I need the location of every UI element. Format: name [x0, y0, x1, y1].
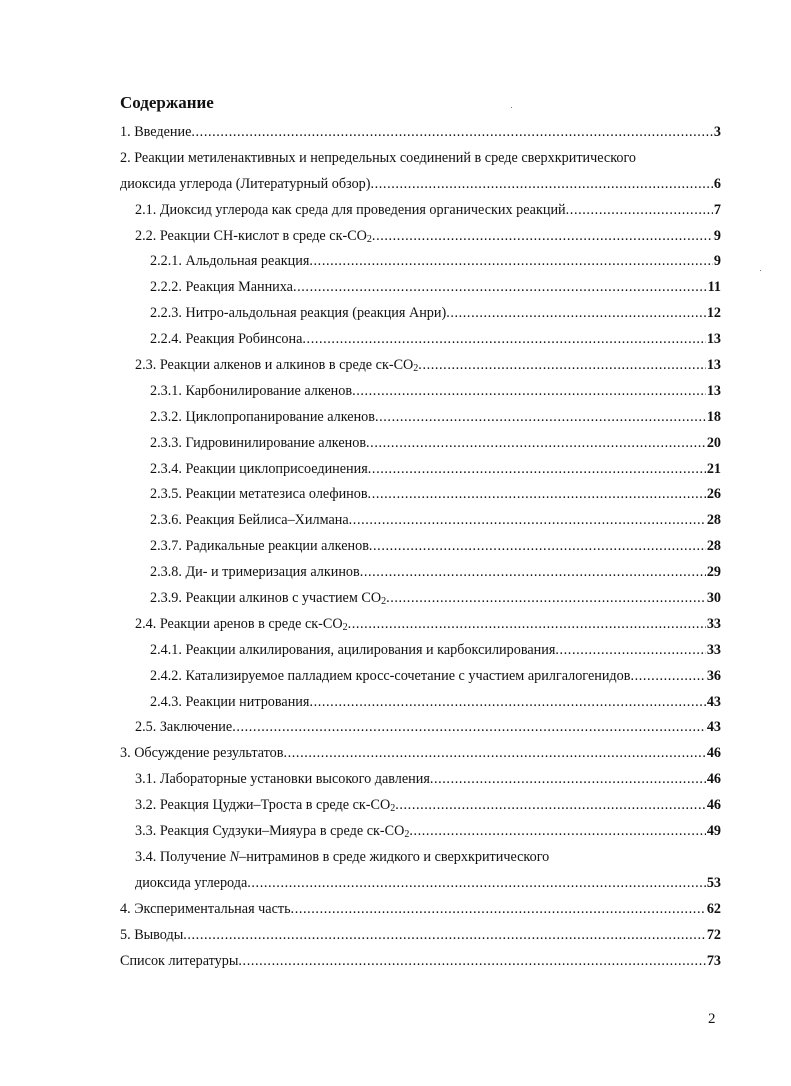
dot-leader: [191, 123, 713, 141]
toc-entry-line: [135, 822, 721, 840]
toc-entry-line: [150, 460, 721, 478]
page-number: 2: [708, 1011, 716, 1027]
dot-leader: [368, 460, 706, 478]
dot-leader: [369, 537, 706, 555]
dot-leader: [446, 304, 706, 322]
toc-entry-label: 2.4. Реакции аренов в среде $ск-СO_2$: [135, 615, 348, 633]
toc-entry-page: 11: [707, 279, 721, 296]
toc-entry: [0, 794, 791, 820]
toc-entry-label: 2.2. Реакции СН-кислот в среде $ск-СO_2$: [135, 227, 372, 245]
dot-leader: [291, 900, 706, 918]
toc-entry-page: 72: [706, 926, 721, 943]
toc-entry-line: [135, 201, 721, 219]
toc-entry-line: [150, 330, 721, 348]
toc-entry-line: [150, 278, 721, 296]
toc-entry-label: 2.4.2. Катализируемое палладием кросс-сочетание с участием арилгалогенидов: [150, 667, 631, 684]
toc-entry: [0, 458, 791, 484]
toc-entry-label: 2.5. Заключение: [135, 719, 233, 736]
toc-entry-label: 2.2.3. Нитро-альдольная реакция (реакция Анри): [150, 305, 447, 322]
toc-entry-page: 20: [706, 434, 721, 451]
toc-entry-line: [135, 718, 721, 736]
toc-entry: [0, 535, 791, 561]
toc-entry: [0, 328, 791, 354]
toc-entry: [0, 613, 791, 639]
toc-entry-page: 73: [706, 952, 721, 969]
toc-entry-line: [120, 926, 721, 944]
dot-leader: [566, 201, 713, 219]
toc-entry: [0, 380, 791, 406]
toc-entry-label: 2.3.5. Реакции метатезиса олефинов: [150, 486, 368, 503]
dot-leader: [247, 874, 706, 892]
toc-entry: [0, 147, 791, 173]
toc-entry-label: 3.1. Лабораторные установки высокого давления: [135, 771, 430, 788]
toc-entry: [0, 846, 791, 872]
toc-entry: [0, 742, 791, 768]
toc-entry-label: 3.3. Реакция Судзуки–Мияура в среде $ск-СO_2$: [135, 823, 410, 841]
toc-entry: [0, 432, 791, 458]
dot-leader: [372, 227, 713, 245]
toc-entry-page: 21: [706, 460, 721, 477]
toc-entry-line: [150, 434, 721, 452]
toc-entry-page: 62: [706, 900, 721, 917]
dot-leader: [366, 434, 706, 452]
toc-entry-line: [120, 123, 721, 141]
toc-entry-page: 43: [706, 719, 721, 736]
toc-entry-label: 2.3.9. Реакции алкинов с участием $СO_2$: [150, 590, 387, 608]
toc-entry-page: 28: [706, 512, 721, 529]
toc-entry-line: [135, 770, 721, 788]
dot-leader: [238, 952, 705, 970]
toc-entry-label: диоксида углерода (Литературный обзор): [120, 175, 371, 192]
toc-entry-page: 53: [706, 874, 721, 891]
toc-entry: [0, 924, 791, 950]
dot-leader: [418, 356, 706, 374]
dot-leader: [183, 926, 706, 944]
toc-entry-line: [135, 874, 721, 892]
toc-entry-line: [135, 356, 721, 374]
dot-leader: [352, 382, 706, 400]
dot-leader: [386, 589, 706, 607]
toc-entry: [0, 820, 791, 846]
toc-entry-page: 13: [706, 382, 721, 399]
toc-entry-label: 2.2.1. Альдольная реакция: [150, 253, 310, 270]
dot-leader: [368, 485, 706, 503]
dot-leader: [370, 175, 712, 193]
toc-entry-label: 2.4.3. Реакции нитрования: [150, 693, 310, 710]
toc-entry-line: [135, 796, 721, 814]
toc-entry: [0, 768, 791, 794]
toc-entry: [0, 587, 791, 613]
toc-entry-page: 13: [706, 331, 721, 348]
toc-entry-label: 2.3.1. Карбонилирование алкенов: [150, 382, 353, 399]
toc-entry-label: 2.3.2. Циклопропанирование алкенов: [150, 408, 375, 425]
dot-leader: [302, 330, 705, 348]
toc-entry-line: [150, 667, 721, 685]
toc-entry-line: [150, 485, 721, 503]
toc-entry-label: 1. Введение: [120, 124, 192, 140]
toc-entry-page: 46: [706, 771, 721, 788]
toc-entry: [0, 561, 791, 587]
dot-leader: [283, 744, 705, 762]
toc-entry-label: 2.1. Диоксид углерода как среда для проведения органических реакций: [135, 201, 566, 218]
toc-entry-label: 2.3. Реакции алкенов и алкинов в среде $ск-СO_2$: [135, 357, 419, 375]
toc-entry-line: [120, 175, 721, 193]
toc-entry: [0, 716, 791, 742]
toc-entry-page: 18: [706, 408, 721, 425]
toc-entry: [0, 898, 791, 924]
dot-leader: [375, 408, 706, 426]
toc-entry-page: 36: [706, 667, 721, 684]
dot-leader: [293, 278, 707, 296]
toc-entry-line: [150, 408, 721, 426]
toc-entry-label: 3.2. Реакция Цуджи–Троста в среде $ск-СO_2$: [135, 797, 396, 815]
toc-entry: [0, 665, 791, 691]
dot-leader: [409, 822, 705, 840]
dot-leader: [630, 667, 705, 685]
toc-entry-line: [120, 900, 721, 918]
toc-entry-line: [150, 537, 721, 555]
toc-entry-page: 33: [706, 641, 721, 658]
toc-title: Содержание: [120, 93, 214, 112]
toc-entry-label: 4. Экспериментальная часть: [120, 900, 291, 917]
toc-entry: [0, 302, 791, 328]
toc-entry: [0, 483, 791, 509]
toc-entry-page: 43: [706, 693, 721, 710]
toc-entry: [0, 199, 791, 225]
toc-entry: [0, 276, 791, 302]
toc-entry-line: [150, 563, 721, 581]
table-of-contents: [0, 121, 791, 975]
toc-entry-label: 2.3.4. Реакции циклоприсоединения: [150, 460, 368, 477]
toc-entry-label: 2.3.7. Радикальные реакции алкенов: [150, 538, 369, 555]
toc-entry-page: 28: [706, 538, 721, 555]
scan-speck: [511, 107, 512, 108]
toc-entry-label: 2.3.3. Гидровинилирование алкенов: [150, 434, 367, 451]
dot-leader: [232, 718, 706, 736]
toc-entry-label: 2.3.8. Ди- и тримеризация алкинов: [150, 564, 360, 581]
toc-entry: [0, 691, 791, 717]
toc-entry-line: [120, 744, 721, 762]
toc-entry-label: Список литературы: [120, 952, 239, 969]
dot-leader: [360, 563, 706, 581]
toc-entry-page: 29: [706, 564, 721, 581]
toc-entry-line: [150, 252, 721, 270]
scan-speck: [760, 270, 761, 271]
toc-entry-line: [135, 227, 721, 245]
toc-entry-page: 30: [706, 590, 721, 607]
toc-entry-page: 49: [706, 823, 721, 840]
toc-entry-label: 2.4.1. Реакции алкилирования, ацилирования и карбоксилирования: [150, 641, 556, 658]
toc-entry: [0, 639, 791, 665]
toc-entry-page: 9: [713, 253, 721, 270]
toc-entry-line: [150, 693, 721, 711]
toc-entry-page: 3: [713, 124, 721, 140]
dot-leader: [309, 693, 705, 711]
toc-entry-page: 9: [713, 227, 721, 244]
toc-entry-label: 2.3.6. Реакция Бейлиса–Хилмана: [150, 512, 349, 529]
toc-entry: [0, 121, 791, 147]
toc-entry: [0, 250, 791, 276]
toc-entry-label: 3. Обсуждение результатов: [120, 745, 284, 762]
toc-entry-page: 13: [706, 357, 721, 374]
toc-entry-line: [150, 511, 721, 529]
toc-entry-label: диоксида углерода: [135, 874, 248, 891]
toc-entry: [0, 173, 791, 199]
toc-entry: [0, 406, 791, 432]
toc-entry-label: 2.2.4. Реакция Робинсона: [150, 331, 303, 348]
toc-entry-page: 26: [706, 486, 721, 503]
dot-leader: [348, 615, 706, 633]
dot-leader: [555, 641, 705, 659]
toc-entry-page: 46: [706, 797, 721, 814]
toc-entry: [0, 509, 791, 535]
toc-entry-page: 7: [713, 201, 721, 218]
toc-entry: [0, 950, 791, 976]
dot-leader: [430, 770, 706, 788]
toc-entry-line: [150, 589, 721, 607]
dot-leader: [395, 796, 706, 814]
toc-entry-label: 2.2.2. Реакция Манниха: [150, 279, 293, 296]
toc-entry-label: 2. Реакции метиленактивных и непредельных соединений в среде сверхкритического: [120, 149, 637, 166]
toc-entry: [0, 872, 791, 898]
toc-entry-label: 3.4. Получение N–нитраминов в среде жидкого и сверхкритического: [135, 848, 550, 865]
toc-entry-line: [150, 382, 721, 400]
toc-entry: [0, 225, 791, 251]
toc-entry-page: 6: [713, 175, 721, 192]
toc-entry-line: [150, 641, 721, 659]
toc-entry-line: [120, 952, 721, 970]
toc-entry-label: 5. Выводы: [120, 926, 184, 943]
dot-leader: [349, 511, 706, 529]
toc-entry-line: [150, 304, 721, 322]
dot-leader: [309, 252, 713, 270]
toc-entry: [0, 354, 791, 380]
toc-entry-line: [135, 615, 721, 633]
toc-entry-page: 12: [706, 305, 721, 322]
toc-entry-page: 33: [706, 615, 721, 632]
toc-entry-page: 46: [706, 745, 721, 762]
